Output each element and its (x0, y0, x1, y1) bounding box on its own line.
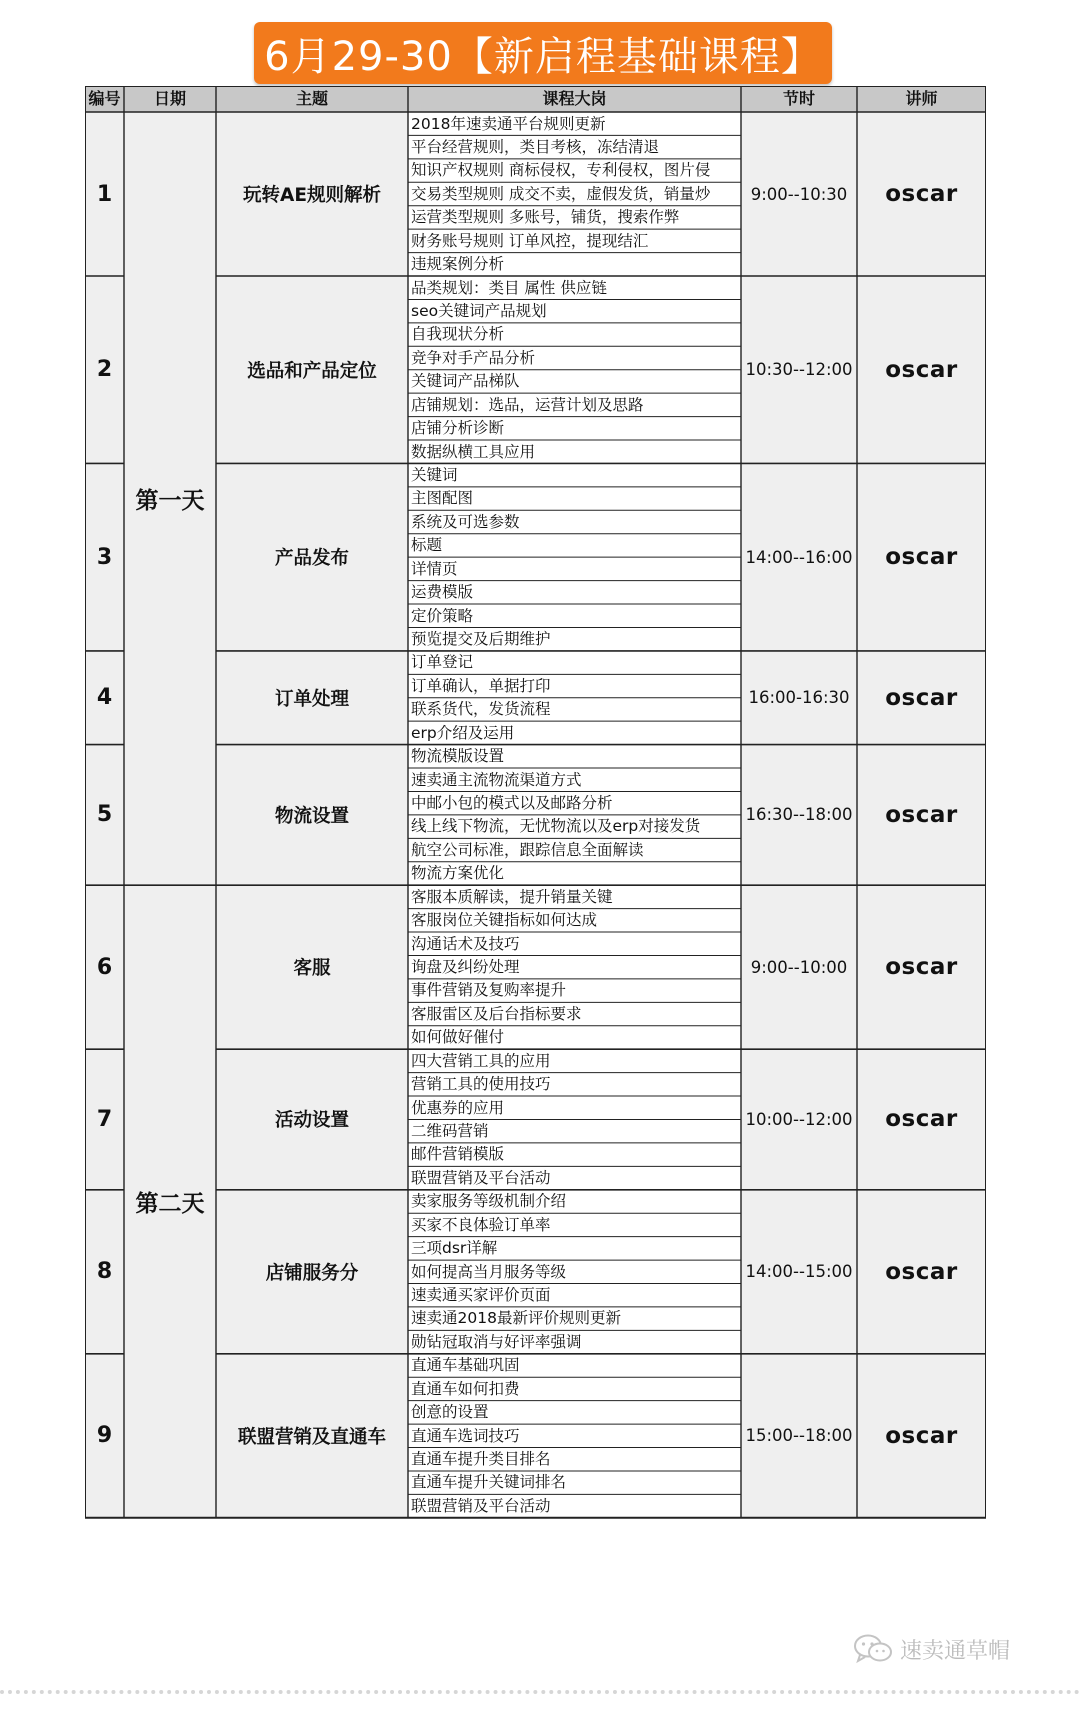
outline-item: 航空公司标准，跟踪信息全面解读 (411, 840, 644, 859)
session-number: 5 (96, 802, 113, 828)
session-number: 6 (96, 954, 113, 980)
outline-item: 创意的设置 (411, 1403, 489, 1422)
session-time: 9:00--10:30 (750, 184, 848, 204)
outline-item: 平台经营规则，类目考核，冻结清退 (411, 137, 660, 156)
outline-item: 订单确认，单据打印 (411, 676, 551, 695)
session-topic: 活动设置 (274, 1110, 349, 1132)
session-time: 10:30--12:00 (745, 360, 853, 380)
session-topic: 产品发布 (274, 548, 349, 570)
day-label: 第二天 (135, 1190, 205, 1217)
outline-item: 中邮小包的模式以及邮路分析 (411, 793, 613, 812)
outline-item: 客服岗位关键指标如何达成 (411, 911, 598, 930)
outline-item: 客服本质解读，提升销量关键 (411, 887, 613, 906)
session-time: 14:00--16:00 (745, 547, 853, 567)
outline-item: erp介绍及运用 (411, 723, 515, 742)
session-number: 9 (96, 1423, 113, 1449)
header-outline: 课程大岗 (542, 89, 607, 108)
outline-item: 二维码营销 (411, 1121, 489, 1140)
page-title: 6月29-30【新启程基础课程】 (254, 22, 832, 84)
outline-item: 店铺规划：选品，运营计划及思路 (411, 395, 644, 414)
outline-item: 系统及可选参数 (411, 512, 520, 531)
header-no: 编号 (88, 89, 121, 108)
session-topic: 玩转AE规则解析 (243, 185, 381, 206)
outline-item: 标题 (411, 536, 443, 555)
session-number: 3 (96, 544, 113, 570)
session-lecturer: oscar (885, 181, 958, 207)
outline-item: 2018年速卖通平台规则更新 (411, 114, 606, 133)
outline-item: 沟通话术及技巧 (411, 934, 520, 953)
outline-item: 知识产权规则 商标侵权，专利侵权，图片侵 (411, 161, 711, 180)
outline-item: 预览提交及后期维护 (411, 629, 551, 648)
header-period: 节时 (782, 89, 815, 108)
wechat-icon (852, 1633, 894, 1665)
session-number: 4 (96, 685, 113, 711)
outline-item: 主图配图 (411, 489, 474, 508)
header-topic: 主题 (295, 89, 328, 108)
outline-item: 关键词产品梯队 (411, 372, 520, 391)
outline-item: 邮件营销模版 (411, 1145, 505, 1164)
session-number: 7 (96, 1106, 113, 1132)
session-lecturer: oscar (885, 684, 958, 711)
outline-item: 直通车提升类目排名 (411, 1450, 551, 1468)
session-lecturer: oscar (885, 801, 958, 828)
outline-item: 定价策略 (411, 606, 474, 625)
header-lecturer: 讲师 (905, 89, 938, 108)
outline-item: 联系货代，发货流程 (411, 700, 551, 719)
session-topic: 选品和产品定位 (247, 360, 377, 382)
outline-item: 联盟营销及平台活动 (411, 1168, 551, 1187)
outline-item: 速卖通主流物流渠道方式 (411, 770, 582, 789)
session-time: 10:00--12:00 (745, 1109, 853, 1129)
session-topic: 订单处理 (274, 688, 349, 710)
outline-item: 如何做好催付 (411, 1028, 505, 1047)
outline-item: 联盟营销及平台活动 (411, 1496, 551, 1515)
outline-item: 直通车选词技巧 (411, 1426, 520, 1445)
outline-item: 运营类型规则 多账号，铺货，搜索作弊 (411, 208, 680, 227)
outline-item: 买家不良体验订单率 (411, 1215, 551, 1234)
session-topic: 联盟营销及直通车 (237, 1426, 386, 1448)
outline-item: 违规案例分析 (411, 255, 505, 274)
session-time: 14:00--15:00 (745, 1262, 853, 1282)
outline-item: 勋钻冠取消与好评率强调 (411, 1332, 582, 1351)
session-lecturer: oscar (885, 544, 958, 571)
outline-item: 关键词 (411, 465, 458, 484)
session-number: 2 (96, 357, 113, 383)
outline-item: 线上线下物流，无忧物流以及erp对接发货 (411, 817, 701, 836)
outline-item: 速卖通买家评价页面 (411, 1286, 551, 1304)
table-cells (85, 86, 986, 1625)
outline-item: 营销工具的使用技巧 (411, 1075, 551, 1094)
outline-item: 物流模版设置 (411, 747, 505, 766)
session-topic: 店铺服务分 (265, 1262, 359, 1284)
outline-item: 如何提高当月服务等级 (411, 1262, 567, 1281)
session-topic: 物流设置 (274, 805, 349, 827)
outline-item: 运费模版 (411, 583, 474, 602)
header-date: 日期 (153, 89, 186, 108)
session-number: 8 (96, 1259, 113, 1285)
outline-item: 详情页 (411, 559, 458, 578)
outline-item: 品类规划：类目 属性 供应链 (411, 278, 607, 297)
course-schedule-table (85, 86, 986, 1625)
outline-item: 财务账号规则 订单风控，提现结汇 (411, 231, 649, 250)
outline-item: 直通车基础巩固 (411, 1356, 520, 1375)
session-lecturer: oscar (885, 356, 958, 383)
watermark (852, 1632, 1010, 1666)
session-time: 15:00--18:00 (745, 1426, 853, 1446)
outline-item: 直通车提升关键词排名 (411, 1473, 567, 1492)
outline-item: 事件营销及复购率提升 (411, 981, 567, 1000)
outline-item: 询盘及纠纷处理 (411, 957, 520, 976)
outline-item: 竞争对手产品分析 (411, 348, 536, 367)
outline-item: 自我现状分析 (411, 325, 505, 344)
outline-item: 三项dsr详解 (411, 1239, 498, 1258)
session-lecturer: oscar (885, 954, 958, 981)
session-lecturer: oscar (885, 1106, 958, 1133)
session-topic: 客服 (293, 958, 331, 980)
outline-item: 卖家服务等级机制介绍 (411, 1192, 567, 1211)
outline-item: 速卖通2018最新评价规则更新 (411, 1309, 621, 1328)
outline-item: 店铺分析诊断 (411, 419, 505, 438)
outline-item: 数据纵横工具应用 (411, 442, 536, 461)
session-lecturer: oscar (885, 1422, 958, 1449)
day-label: 第一天 (135, 488, 205, 515)
session-lecturer: oscar (885, 1258, 958, 1285)
outline-item: 优惠券的应用 (411, 1098, 505, 1117)
outline-item: 客服雷区及后台指标要求 (411, 1004, 582, 1023)
session-time: 9:00--10:00 (750, 957, 848, 977)
outline-item: 交易类型规则 成交不卖，虚假发货，销量炒 (411, 184, 711, 203)
outline-item: 四大营销工具的应用 (411, 1051, 551, 1070)
bottom-dotted-divider (0, 1690, 1080, 1694)
watermark-text: 速卖通草帽 (900, 1638, 1011, 1664)
outline-item: 订单登记 (411, 653, 474, 672)
session-time: 16:30--18:00 (745, 805, 853, 825)
outline-item: 直通车如何扣费 (411, 1379, 520, 1398)
session-number: 1 (96, 181, 113, 207)
session-time: 16:00-16:30 (748, 688, 850, 708)
outline-item: 物流方案优化 (411, 864, 505, 883)
outline-item: seo关键词产品规划 (411, 301, 547, 320)
